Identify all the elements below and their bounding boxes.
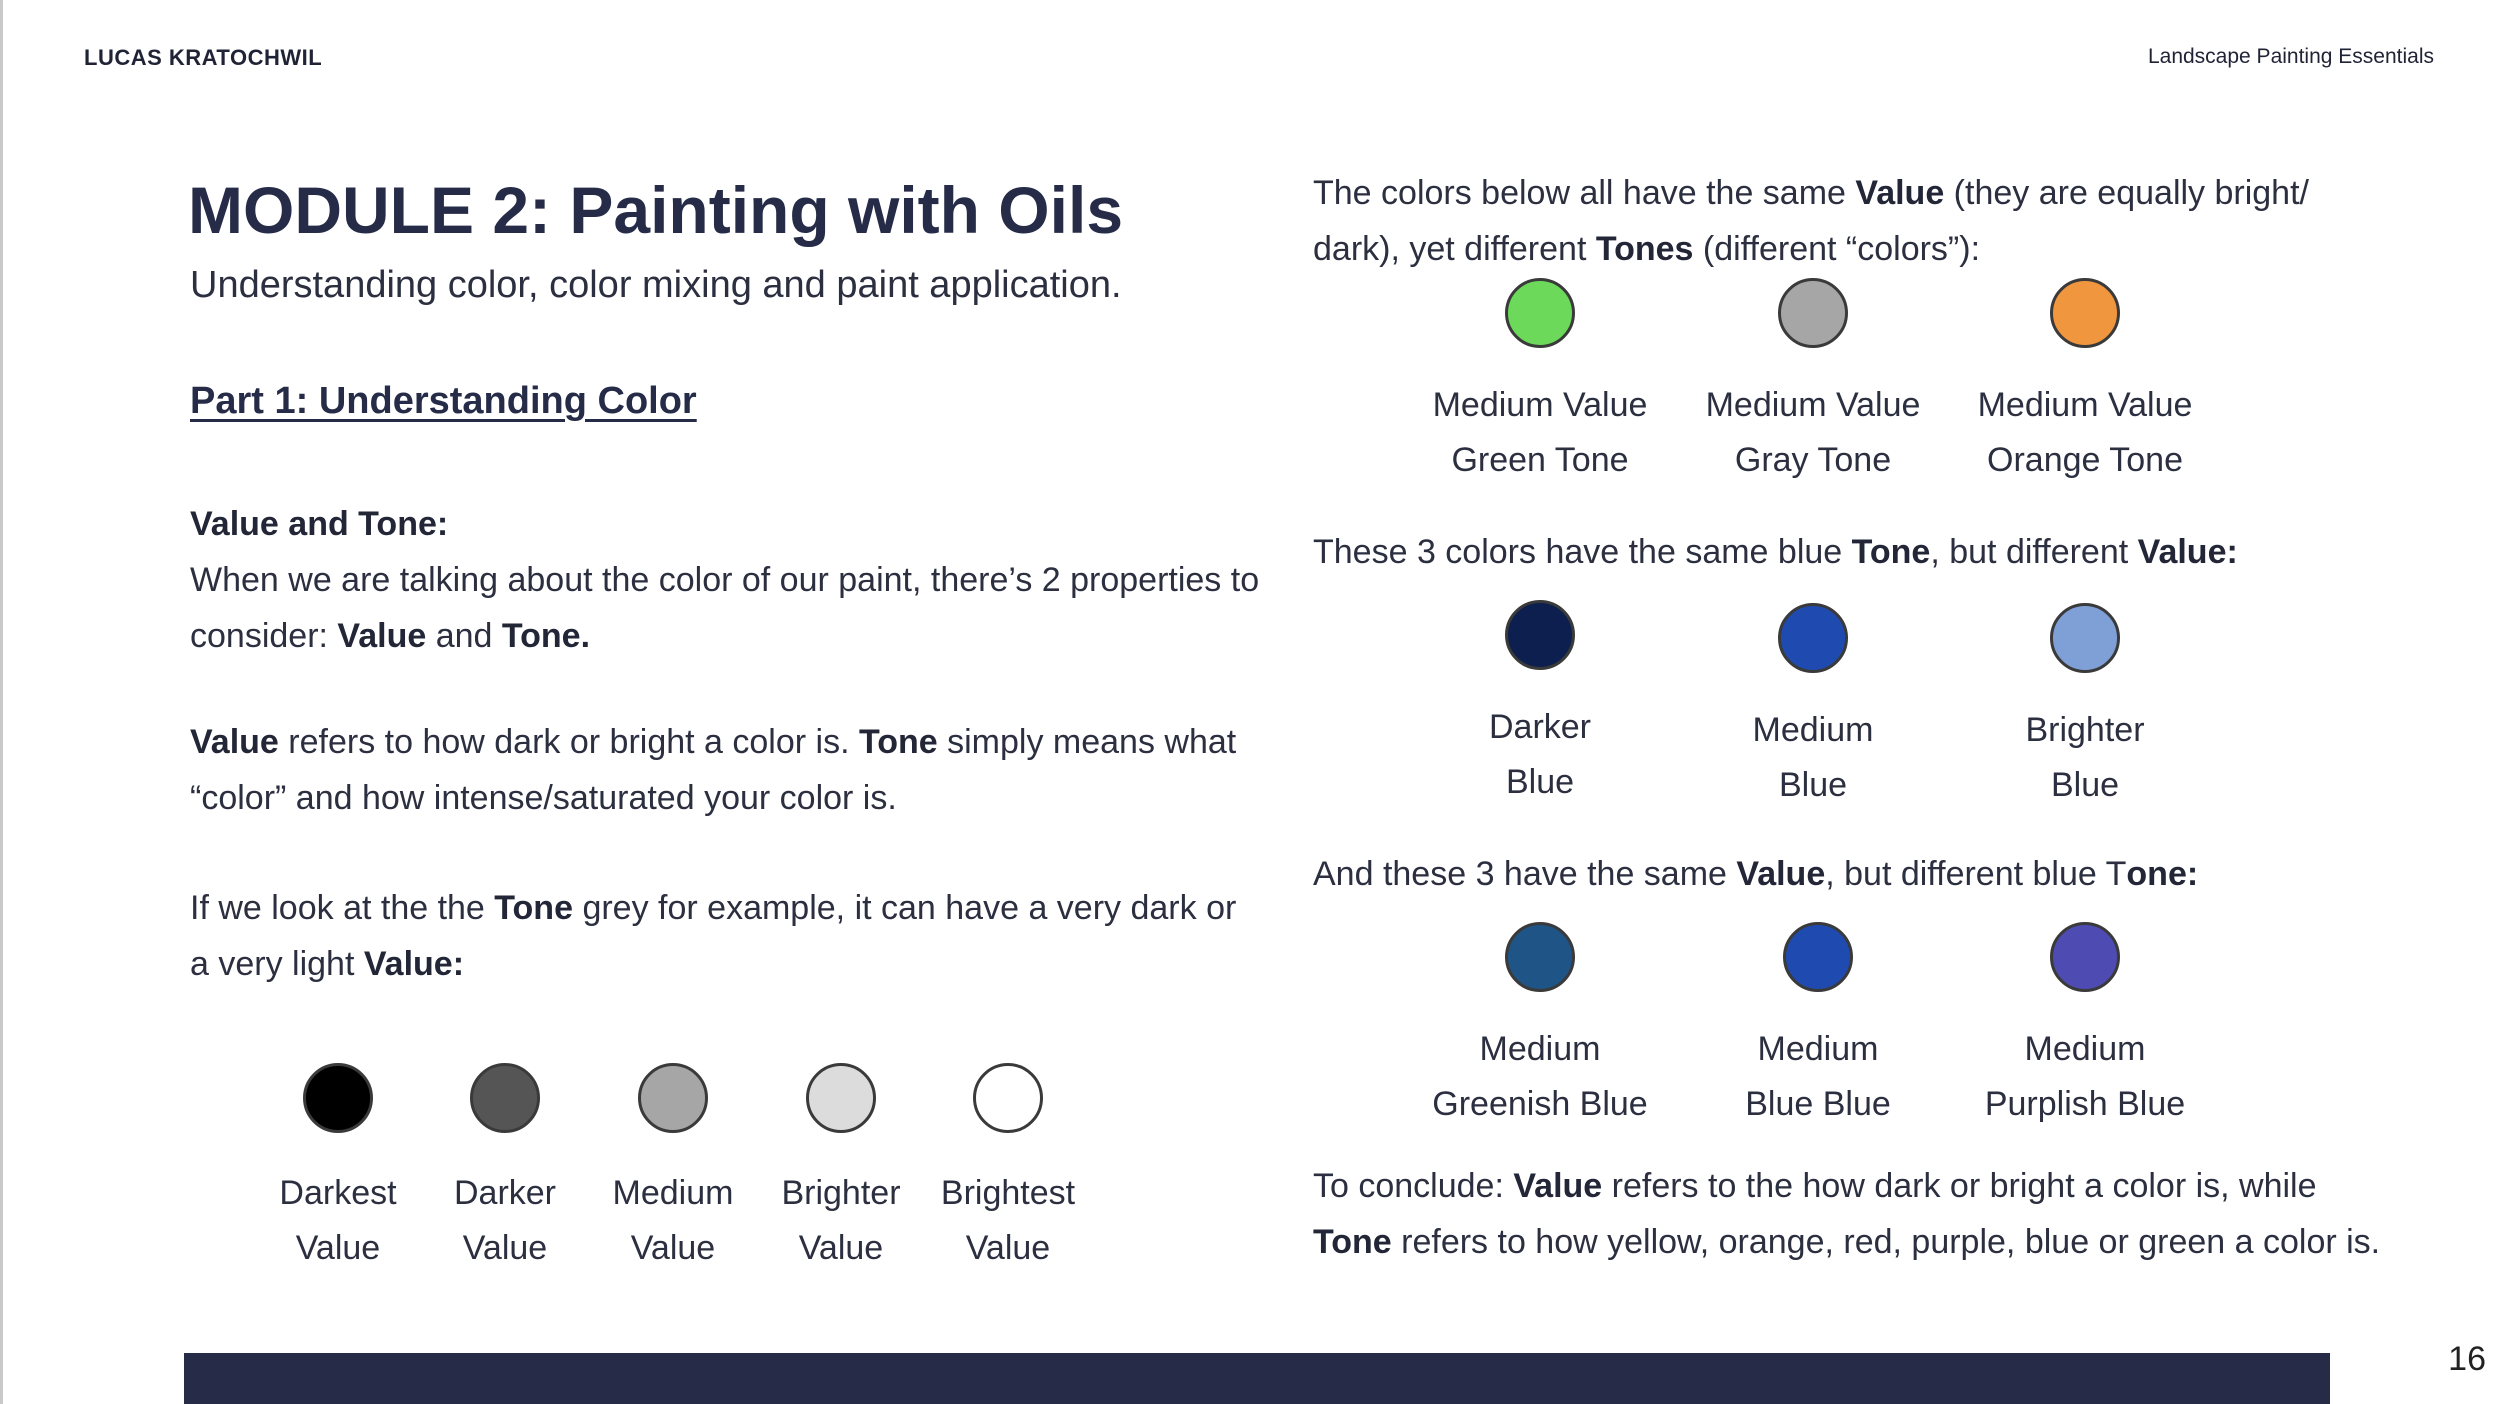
grey-example-paragraph	[190, 880, 1236, 992]
conclusion-paragraph: To conclude: Value refers to the how dark or bright a color is, while Tone refers to how yellow, orange, red, purple, blue or green a color is.	[1313, 1167, 2381, 1261]
swatch-brighter-blue	[2050, 603, 2120, 673]
swatch-medium-value	[638, 1063, 708, 1133]
swatch-label: Medium Blue	[1752, 711, 1874, 804]
header-author: LUCAS KRATOCHWIL	[84, 45, 323, 70]
page-number: 16	[2448, 1340, 2486, 1378]
swatch-label: Medium Value Orange Tone	[1977, 386, 2193, 479]
intro-line-1: When we are talking about the color of our paint, there’s 2 properties to	[190, 561, 1260, 599]
swatch-label: Medium Blue Blue	[1745, 1030, 1891, 1123]
header-course-title: Landscape Painting Essentials	[2147, 45, 2434, 68]
swatch-darker-value	[470, 1063, 540, 1133]
intro-line-2: consider: Value and Tone.	[190, 617, 591, 655]
swatch-greenish-blue	[1505, 922, 1575, 992]
definition-paragraph	[190, 714, 1236, 826]
value-tone-section	[190, 496, 1259, 664]
swatch-label: Medium Value	[612, 1174, 734, 1267]
definition-line-2: “color” and how intense/saturated your color is.	[190, 779, 897, 817]
swatch-blue-blue	[1783, 922, 1853, 992]
grey-line-2: a very light Value:	[190, 945, 465, 983]
swatch-label: Brighter Value	[781, 1174, 901, 1267]
definition-line-1: Value refers to how dark or bright a color is. Tone simply means what	[190, 723, 1237, 761]
same-tone-paragraph: These 3 colors have the same blue Tone, but different Value:	[1313, 533, 2238, 571]
swatch-gray-tone	[1778, 278, 1848, 348]
swatch-label: Darkest Value	[279, 1174, 397, 1267]
swatch-label: Darker Blue	[1488, 708, 1592, 801]
swatch-label: Medium Value Gray Tone	[1705, 386, 1921, 479]
swatch-label: Brighter Blue	[2025, 711, 2145, 804]
swatch-brightest-value	[973, 1063, 1043, 1133]
page-edge	[0, 0, 3, 1404]
same-value-paragraph: The colors below all have the same Value (they are equally bright/ dark), yet different Tones (different “colors”):	[1313, 174, 2309, 268]
swatch-label: Medium Purplish Blue	[1984, 1030, 2186, 1123]
swatch-label: Darker Value	[453, 1174, 557, 1267]
swatch-brighter-value	[806, 1063, 876, 1133]
swatch-purplish-blue	[2050, 922, 2120, 992]
module-title: MODULE 2: Painting with Oils	[188, 173, 1124, 247]
footer-bar	[184, 1353, 2330, 1404]
section-heading: Value and Tone:	[190, 505, 449, 543]
module-subtitle: Understanding color, color mixing and paint application.	[190, 264, 1122, 306]
swatch-label: Brightest Value	[940, 1174, 1076, 1267]
swatch-darkest-value	[303, 1063, 373, 1133]
swatch-medium-blue	[1778, 603, 1848, 673]
swatch-label: Medium Greenish Blue	[1432, 1030, 1648, 1123]
swatch-label: Medium Value Green Tone	[1432, 386, 1648, 479]
swatch-orange-tone	[2050, 278, 2120, 348]
swatch-darker-blue	[1505, 600, 1575, 670]
part-title: Part 1: Understanding Color	[190, 380, 697, 422]
grey-line-1: If we look at the the Tone grey for example, it can have a very dark or	[190, 889, 1237, 927]
swatch-green-tone	[1505, 278, 1575, 348]
same-value-blue-paragraph: And these 3 have the same Value, but different blue Tone:	[1313, 855, 2199, 893]
